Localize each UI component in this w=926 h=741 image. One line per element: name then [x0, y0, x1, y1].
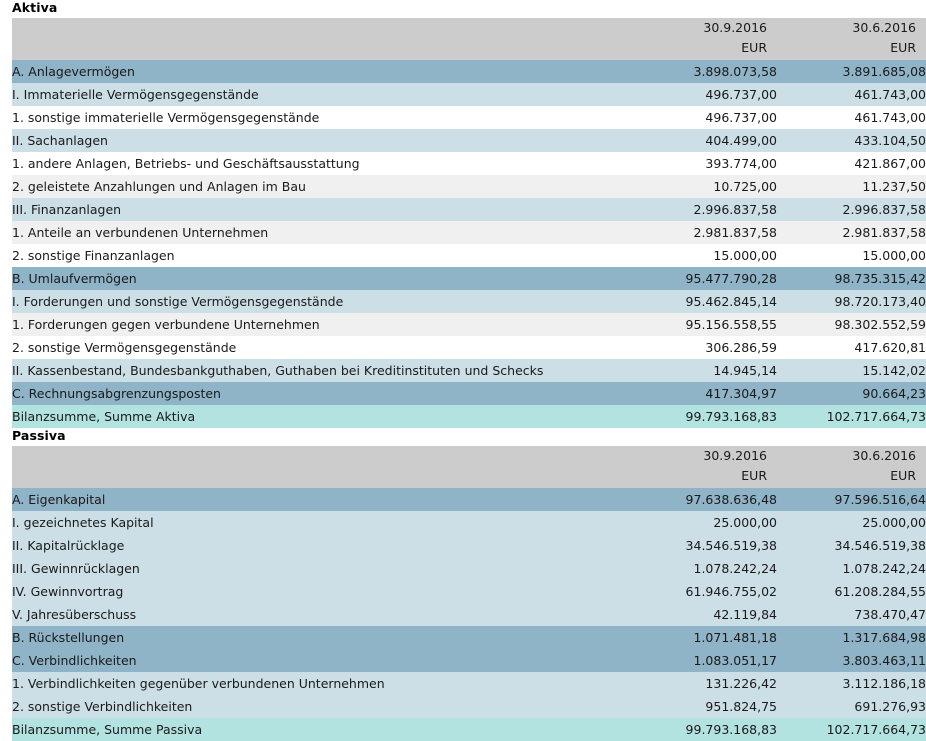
row-value-current: 3.898.073,58: [628, 60, 777, 83]
row-value-previous: 1.317.684,98: [777, 626, 926, 649]
row-value-previous: 3.803.463,11: [777, 649, 926, 672]
column-header-dates-row: [12, 18, 926, 38]
table-row: [12, 718, 926, 741]
column-header-units-row-passiva: [12, 466, 926, 488]
table-row: [12, 267, 926, 290]
row-value-previous: 61.208.284,55: [777, 580, 926, 603]
row-value-previous: 2.981.837,58: [777, 221, 926, 244]
row-value-current: 2.981.837,58: [628, 221, 777, 244]
header-date-previous-passiva: 30.6.2016: [777, 446, 926, 466]
row-value-previous: 102.717.664,73: [777, 718, 926, 741]
row-value-current: 14.945,14: [628, 359, 777, 382]
row-label: I. Forderungen und sonstige Vermögensgegenstände: [12, 290, 628, 313]
row-value-current: 131.226,42: [628, 672, 777, 695]
header-spacer-cell-3: [12, 446, 628, 466]
column-header-dates-row-passiva: [12, 446, 926, 466]
row-value-current: 496.737,00: [628, 83, 777, 106]
table-row: [12, 405, 926, 428]
row-value-current: 34.546.519,38: [628, 534, 777, 557]
row-value-current: 1.071.481,18: [628, 626, 777, 649]
row-label: 1. Anteile an verbundenen Unternehmen: [12, 221, 628, 244]
row-label: V. Jahresüberschuss: [12, 603, 628, 626]
row-value-previous: 3.112.186,18: [777, 672, 926, 695]
row-label: B. Umlaufvermögen: [12, 267, 628, 290]
row-label: 1. sonstige immaterielle Vermögensgegenstände: [12, 106, 628, 129]
row-value-previous: 1.078.242,24: [777, 557, 926, 580]
row-value-previous: 3.891.685,08: [777, 60, 926, 83]
table-row: [12, 313, 926, 336]
row-label: A. Anlagevermögen: [12, 60, 628, 83]
table-row: [12, 626, 926, 649]
row-label: C. Rechnungsabgrenzungsposten: [12, 382, 628, 405]
row-value-previous: 461.743,00: [777, 106, 926, 129]
table-row: [12, 198, 926, 221]
header-unit-current-passiva: EUR: [628, 466, 777, 488]
table-row: [12, 221, 926, 244]
row-label: II. Sachanlagen: [12, 129, 628, 152]
row-value-current: 951.824,75: [628, 695, 777, 718]
row-label: Bilanzsumme, Summe Passiva: [12, 718, 628, 741]
row-label: II. Kassenbestand, Bundesbankguthaben, Guthaben bei Kreditinstituten und Schecks: [12, 359, 628, 382]
row-value-current: 404.499,00: [628, 129, 777, 152]
balance-table-aktiva: [12, 18, 926, 428]
header-date-current: 30.9.2016: [628, 18, 777, 38]
table-row: [12, 129, 926, 152]
row-label: I. gezeichnetes Kapital: [12, 511, 628, 534]
row-value-previous: 98.302.552,59: [777, 313, 926, 336]
section-heading-passiva: Passiva: [12, 428, 66, 443]
header-unit-previous: EUR: [777, 38, 926, 60]
column-header-units-row: [12, 38, 926, 60]
table-row: [12, 152, 926, 175]
row-value-previous: 98.720.173,40: [777, 290, 926, 313]
row-value-current: 1.078.242,24: [628, 557, 777, 580]
row-value-previous: 2.996.837,58: [777, 198, 926, 221]
row-value-current: 15.000,00: [628, 244, 777, 267]
row-value-current: 25.000,00: [628, 511, 777, 534]
row-value-previous: 34.546.519,38: [777, 534, 926, 557]
table-row: [12, 672, 926, 695]
table-row: [12, 511, 926, 534]
table-row: [12, 60, 926, 83]
row-value-previous: 25.000,00: [777, 511, 926, 534]
row-value-current: 97.638.636,48: [628, 488, 777, 511]
row-value-previous: 421.867,00: [777, 152, 926, 175]
row-value-current: 393.774,00: [628, 152, 777, 175]
row-value-previous: 15.000,00: [777, 244, 926, 267]
table-body-aktiva: [12, 60, 926, 428]
balance-table-passiva: [12, 446, 926, 741]
row-value-current: 10.725,00: [628, 175, 777, 198]
row-value-current: 95.477.790,28: [628, 267, 777, 290]
header-spacer-cell-2: [12, 38, 628, 60]
table-row: [12, 290, 926, 313]
table-row: [12, 649, 926, 672]
row-value-current: 306.286,59: [628, 336, 777, 359]
header-spacer-cell: [12, 18, 628, 38]
table-row: [12, 336, 926, 359]
row-label: A. Eigenkapital: [12, 488, 628, 511]
table-row: [12, 244, 926, 267]
row-value-previous: 97.596.516,64: [777, 488, 926, 511]
row-label: 1. Verbindlichkeiten gegenüber verbundenen Unternehmen: [12, 672, 628, 695]
row-value-current: 2.996.837,58: [628, 198, 777, 221]
row-value-current: 42.119,84: [628, 603, 777, 626]
row-value-current: 417.304,97: [628, 382, 777, 405]
row-value-previous: 102.717.664,73: [777, 405, 926, 428]
table-header-group-aktiva: [12, 18, 926, 60]
row-value-previous: 738.470,47: [777, 603, 926, 626]
row-label: 2. sonstige Vermögensgegenstände: [12, 336, 628, 359]
table-row: [12, 83, 926, 106]
row-value-current: 1.083.051,17: [628, 649, 777, 672]
row-value-previous: 98.735.315,42: [777, 267, 926, 290]
row-value-previous: 90.664,23: [777, 382, 926, 405]
row-label: II. Kapitalrücklage: [12, 534, 628, 557]
header-unit-previous-passiva: EUR: [777, 466, 926, 488]
row-value-current: 61.946.755,02: [628, 580, 777, 603]
row-label: 1. andere Anlagen, Betriebs- und Geschäftsausstattung: [12, 152, 628, 175]
table-row: [12, 488, 926, 511]
row-label: IV. Gewinnvortrag: [12, 580, 628, 603]
row-value-current: 99.793.168,83: [628, 718, 777, 741]
table-header-group-passiva: [12, 446, 926, 488]
header-date-previous: 30.6.2016: [777, 18, 926, 38]
table-row: [12, 175, 926, 198]
table-body-passiva: [12, 488, 926, 741]
row-label: Bilanzsumme, Summe Aktiva: [12, 405, 628, 428]
row-label: 1. Forderungen gegen verbundene Unternehmen: [12, 313, 628, 336]
table-row: [12, 580, 926, 603]
table-row: [12, 534, 926, 557]
row-label: 2. sonstige Verbindlichkeiten: [12, 695, 628, 718]
row-label: I. Immaterielle Vermögensgegenstände: [12, 83, 628, 106]
row-label: 2. sonstige Finanzanlagen: [12, 244, 628, 267]
row-value-current: 496.737,00: [628, 106, 777, 129]
row-label: B. Rückstellungen: [12, 626, 628, 649]
table-row: [12, 106, 926, 129]
row-value-previous: 11.237,50: [777, 175, 926, 198]
header-unit-current: EUR: [628, 38, 777, 60]
row-label: III. Gewinnrücklagen: [12, 557, 628, 580]
row-value-current: 95.156.558,55: [628, 313, 777, 336]
row-label: 2. geleistete Anzahlungen und Anlagen im Bau: [12, 175, 628, 198]
row-value-previous: 417.620,81: [777, 336, 926, 359]
row-value-current: 95.462.845,14: [628, 290, 777, 313]
table-row: [12, 359, 926, 382]
header-date-current-passiva: 30.9.2016: [628, 446, 777, 466]
row-label: C. Verbindlichkeiten: [12, 649, 628, 672]
row-value-previous: 461.743,00: [777, 83, 926, 106]
row-value-previous: 691.276,93: [777, 695, 926, 718]
row-label: III. Finanzanlagen: [12, 198, 628, 221]
table-row: [12, 603, 926, 626]
header-spacer-cell-4: [12, 466, 628, 488]
table-row: [12, 557, 926, 580]
row-value-previous: 433.104,50: [777, 129, 926, 152]
row-value-previous: 15.142,02: [777, 359, 926, 382]
section-heading-aktiva: Aktiva: [12, 0, 58, 15]
row-value-current: 99.793.168,83: [628, 405, 777, 428]
table-row: [12, 382, 926, 405]
